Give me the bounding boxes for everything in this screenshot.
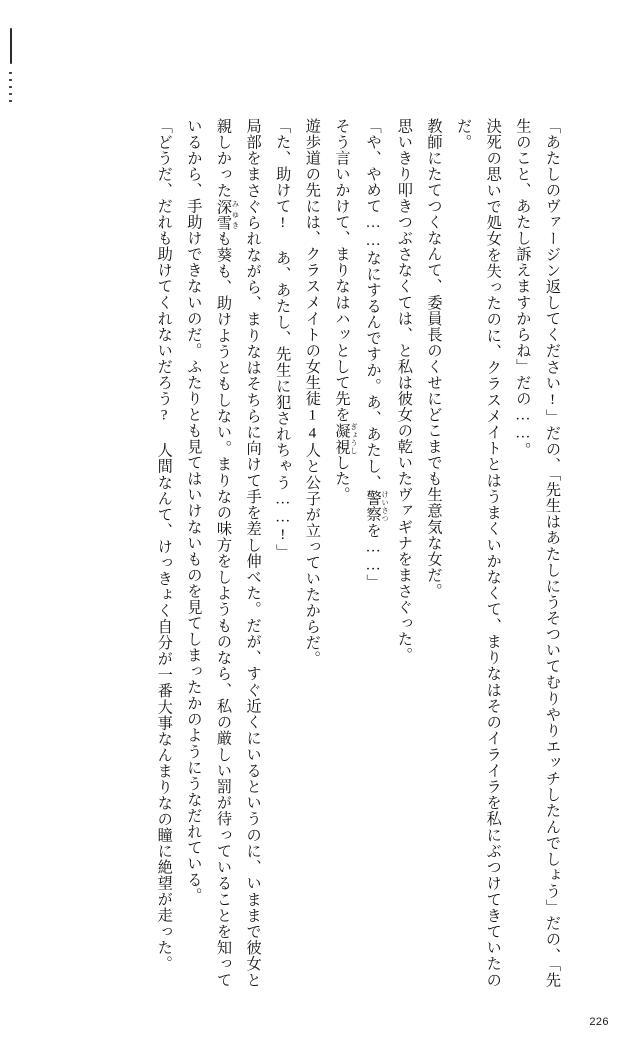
paragraph: 教師にたてつくなんて、委員長のくせにどこまでも生意気な女だ。 <box>425 118 443 600</box>
paragraph: そう言いかけて、まりなはハッとして先を凝視 ぎょうしした。 <box>333 118 359 503</box>
paragraph: 「あたしのヴァージン返してください!」だの、「先生はあたしにうそついてむりやりエッチしたんでしょう」だの、「先生のこと、あたし訴えますからね」だの……。 <box>514 118 561 988</box>
margin-dots-icon <box>9 72 12 102</box>
paragraph: 「た、助けて! あ、あたし、先生に犯されちゃう……!」 <box>274 118 292 560</box>
paragraph: 「や、やめて……なにするんですか。あ、あたし、警察 けいさつを……」 <box>364 118 390 591</box>
page-body-text <box>86 118 567 988</box>
margin-mark-icon <box>10 28 12 64</box>
paragraph: 決死の思いで処女を失ったのに、クラスメイトとはうまくいかなくて、まりなはそのイライラを私にぶつけてきていたのだ。 <box>455 118 502 988</box>
paragraph: 遊歩道の先には、クラスメイトの女生徒14人と公子が立っていたからだ。 <box>303 118 321 667</box>
paragraph: 「どうだ、だれも助けてくれないだろう? 人間なんて、けっきょく自分が一番大事なんまりなの瞳に絶望が走った。 <box>155 118 173 972</box>
page-number: 226 <box>589 1016 609 1028</box>
paragraph: 局部をまさぐられながら、まりなはそちらに向けて手を差し伸べた。だが、すぐ近くにいるというのに、いままで彼女と親しかった深雪 みゆきも葵も、助けようともしない。まりなの味方をしようものなら、私の厳しい罰が待っていることを知っているから、手助けできないのだ。ふたりとも見てはいけないものを見てしまったかのようにうなだれている。 <box>185 118 262 988</box>
paragraph: 思いきり叩きつぶさなくては、と私は彼女の乾いたヴァギナをまさぐった。 <box>395 118 413 664</box>
